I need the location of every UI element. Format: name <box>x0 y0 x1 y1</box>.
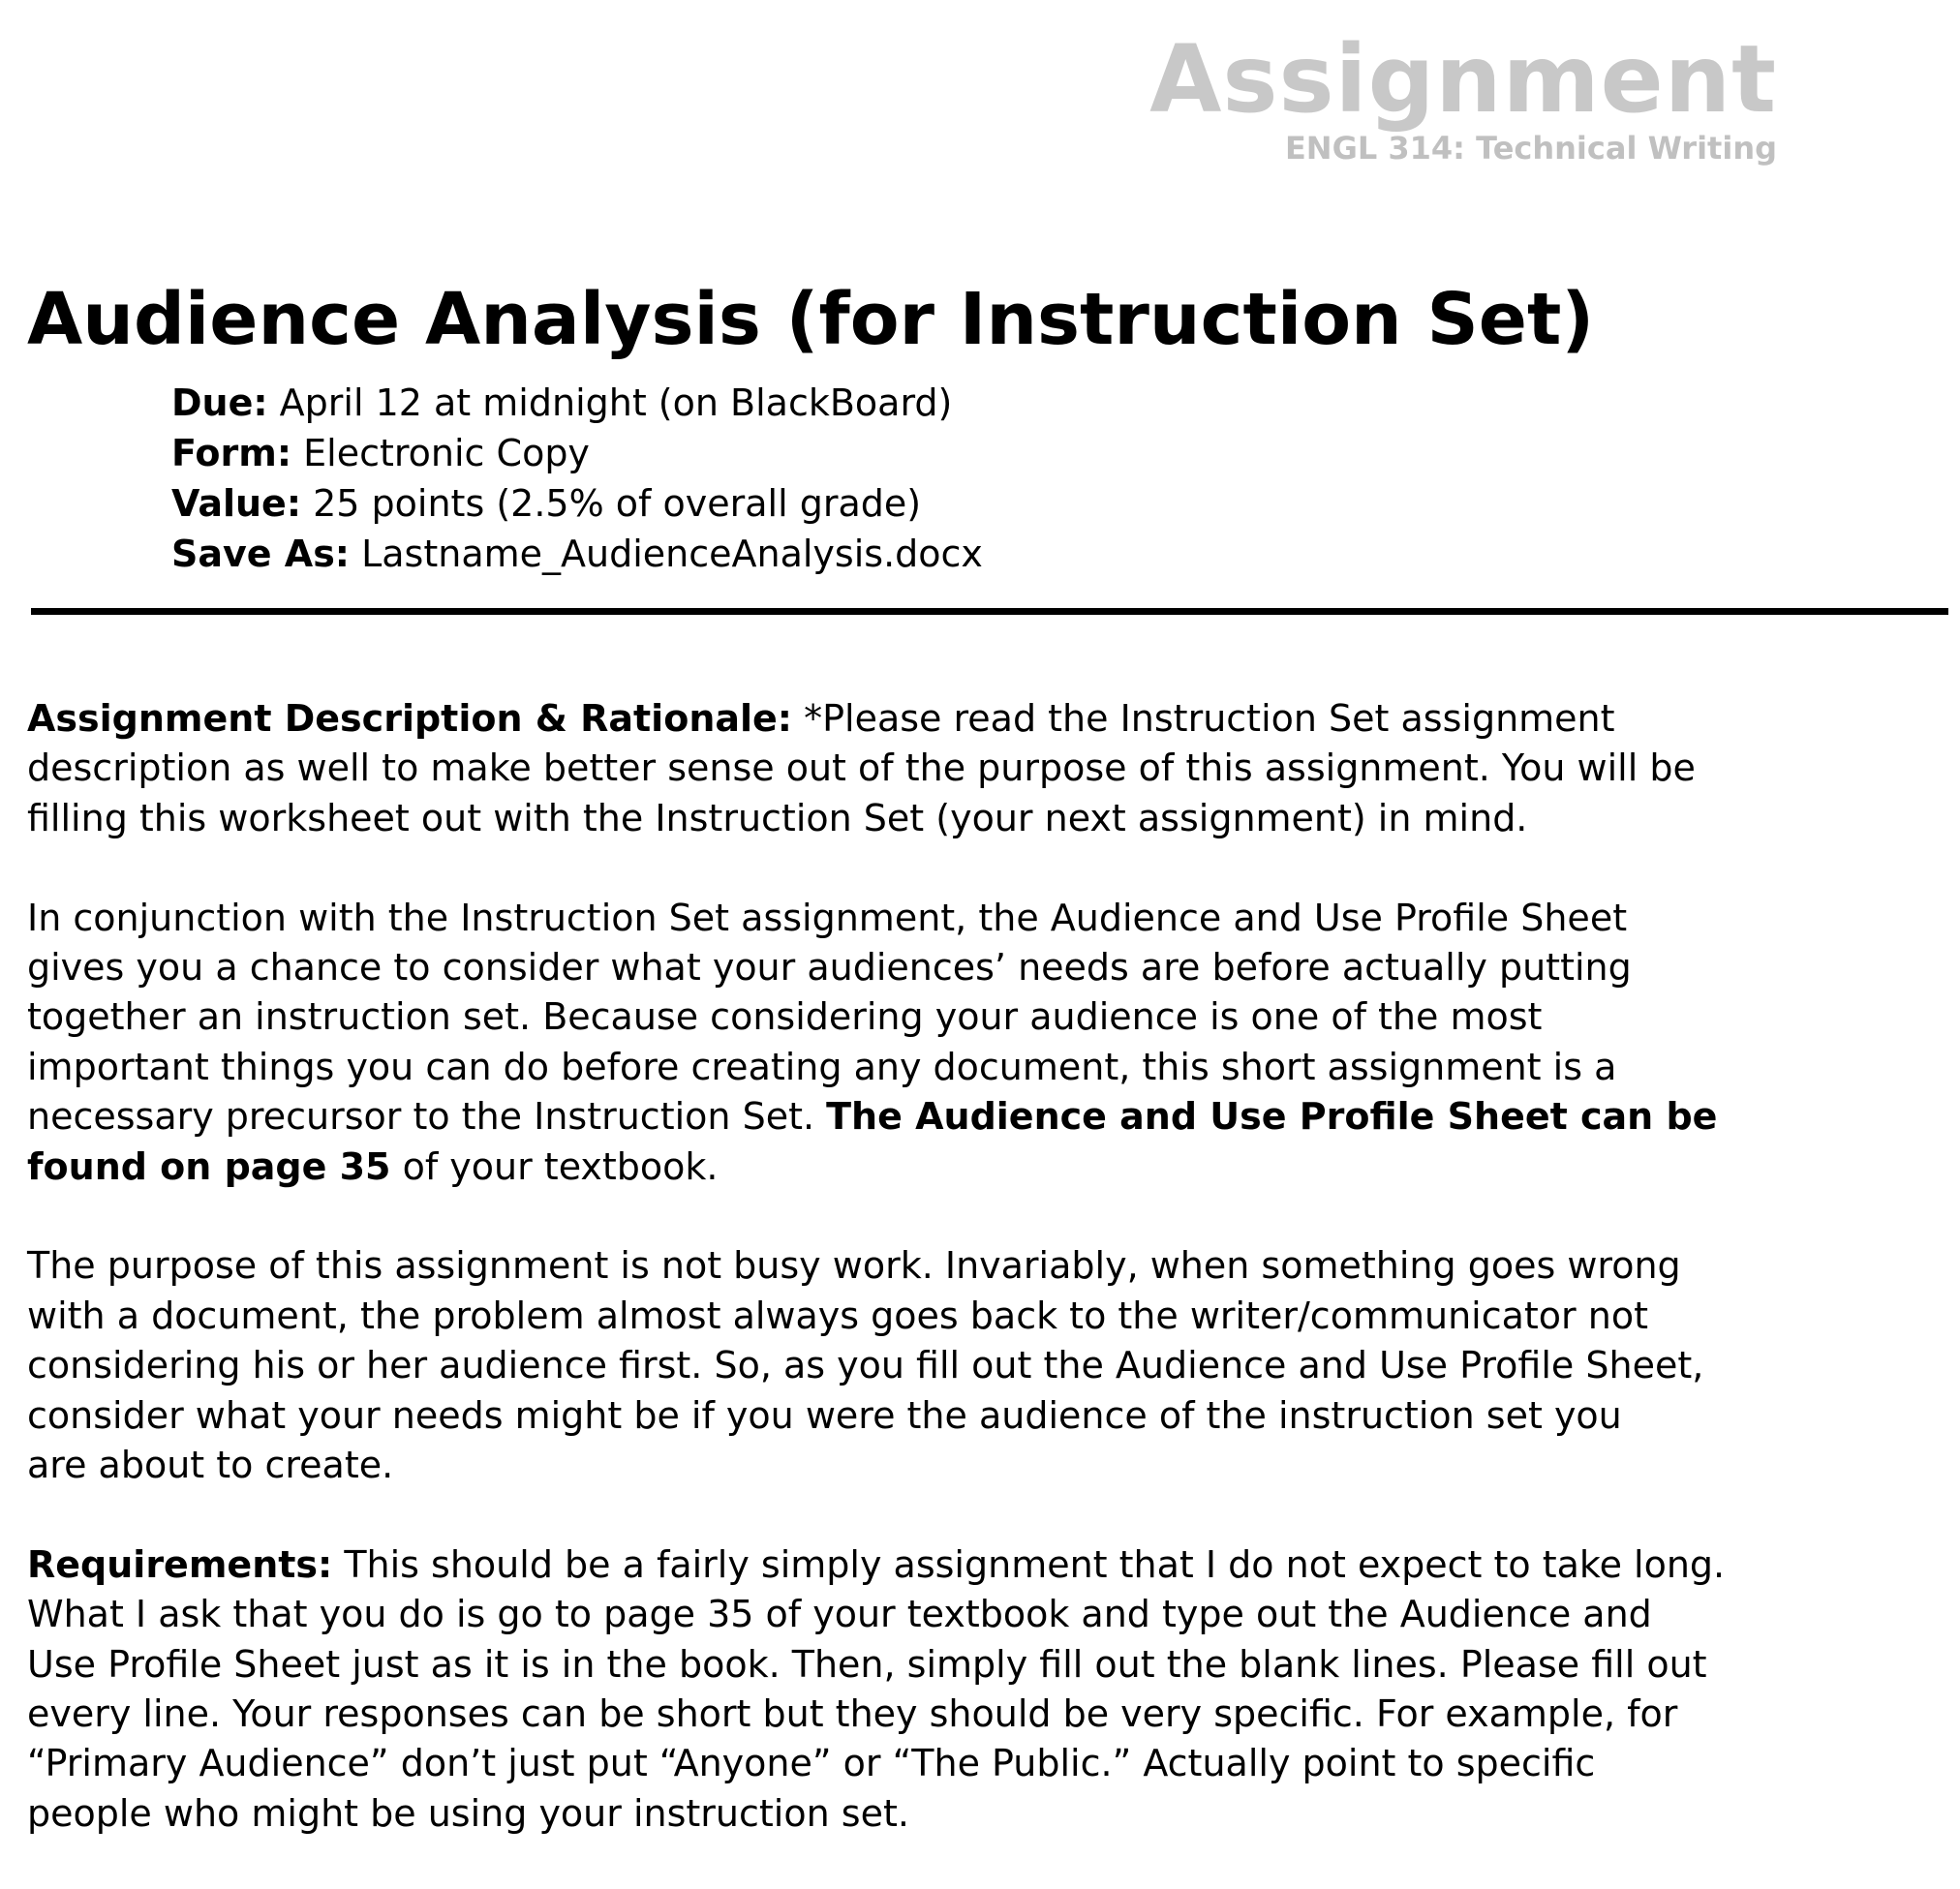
assignment-meta <box>171 378 983 579</box>
text-line: Use Profile Sheet just as it is in the book. Then, simply fill out the blank lines. Please fill out <box>27 1642 1707 1686</box>
paragraph-purpose <box>27 1241 1848 1490</box>
meta-form <box>171 428 983 478</box>
meta-save-as <box>171 529 983 579</box>
text-line: description as well to make better sense out of the purpose of this assignment. You will be <box>27 746 1696 790</box>
text-line <box>27 1540 1848 1590</box>
text-line: with a document, the problem almost always goes back to the writer/communicator not <box>27 1294 1648 1337</box>
meta-label: Save As: <box>171 533 351 575</box>
text-span: *Please read the Instruction Set assignment <box>792 697 1615 740</box>
meta-value-points <box>171 478 983 529</box>
text-line: important things you can do before creating any document, this short assignment is a <box>27 1045 1617 1088</box>
meta-value: Electronic Copy <box>291 432 590 474</box>
horizontal-rule <box>31 608 1948 615</box>
text-span: necessary precursor to the Instruction Set. <box>27 1095 827 1139</box>
header-title: Assignment <box>1149 25 1777 134</box>
meta-label: Value: <box>171 482 302 525</box>
text-span: of your textbook. <box>390 1144 719 1188</box>
text-line: The purpose of this assignment is not busy work. Invariably, when something goes wrong <box>27 1244 1681 1288</box>
meta-value: Lastname_AudienceAnalysis.docx <box>350 533 983 575</box>
meta-due <box>171 378 983 428</box>
document-body <box>27 694 1848 1889</box>
meta-label: Form: <box>171 432 292 474</box>
emphasis-text: The Audience and Use Profile Sheet can be <box>826 1095 1718 1139</box>
paragraph-conjunction <box>27 894 1848 1192</box>
text-line: considering his or her audience first. So, as you fill out the Audience and Use Profile Sheet, <box>27 1344 1704 1387</box>
text-line: In conjunction with the Instruction Set assignment, the Audience and Use Profile Sheet <box>27 896 1628 939</box>
paragraph-requirements <box>27 1540 1848 1839</box>
course-subtitle: ENGL 314: Technical Writing <box>1284 129 1777 167</box>
text-span: This should be a fairly simply assignment that I do not expect to take long. <box>332 1542 1726 1586</box>
text-line <box>27 1092 1848 1142</box>
meta-label: Due: <box>171 381 268 424</box>
meta-value: 25 points (2.5% of overall grade) <box>301 482 922 525</box>
text-line: gives you a chance to consider what your audiences’ needs are before actually putting <box>27 946 1632 990</box>
section-label: Assignment Description & Rationale: <box>27 697 793 740</box>
text-line <box>27 694 1848 744</box>
text-line: together an instruction set. Because considering your audience is one of the most <box>27 995 1543 1039</box>
meta-value: April 12 at midnight (on BlackBoard) <box>267 381 953 424</box>
paragraph-description <box>27 694 1848 843</box>
text-line: consider what your needs might be if you were the audience of the instruction set you <box>27 1393 1622 1437</box>
text-line: What I ask that you do is go to page 35 of your textbook and type out the Audience and <box>27 1593 1652 1636</box>
section-label: Requirements: <box>27 1542 333 1586</box>
text-line: filling this worksheet out with the Instruction Set (your next assignment) in mind. <box>27 796 1528 839</box>
text-line: people who might be using your instruction set. <box>27 1791 909 1835</box>
text-line: are about to create. <box>27 1444 394 1487</box>
header-block <box>1149 25 1777 167</box>
text-line <box>27 1143 1848 1192</box>
assignment-title: Audience Analysis (for Instruction Set) <box>27 278 1595 361</box>
text-line: every line. Your responses can be short but they should be very specific. For example, for <box>27 1692 1678 1736</box>
emphasis-text: found on page 35 <box>27 1144 391 1188</box>
text-line: “Primary Audience” don’t just put “Anyone” or “The Public.” Actually point to specific <box>27 1742 1596 1785</box>
